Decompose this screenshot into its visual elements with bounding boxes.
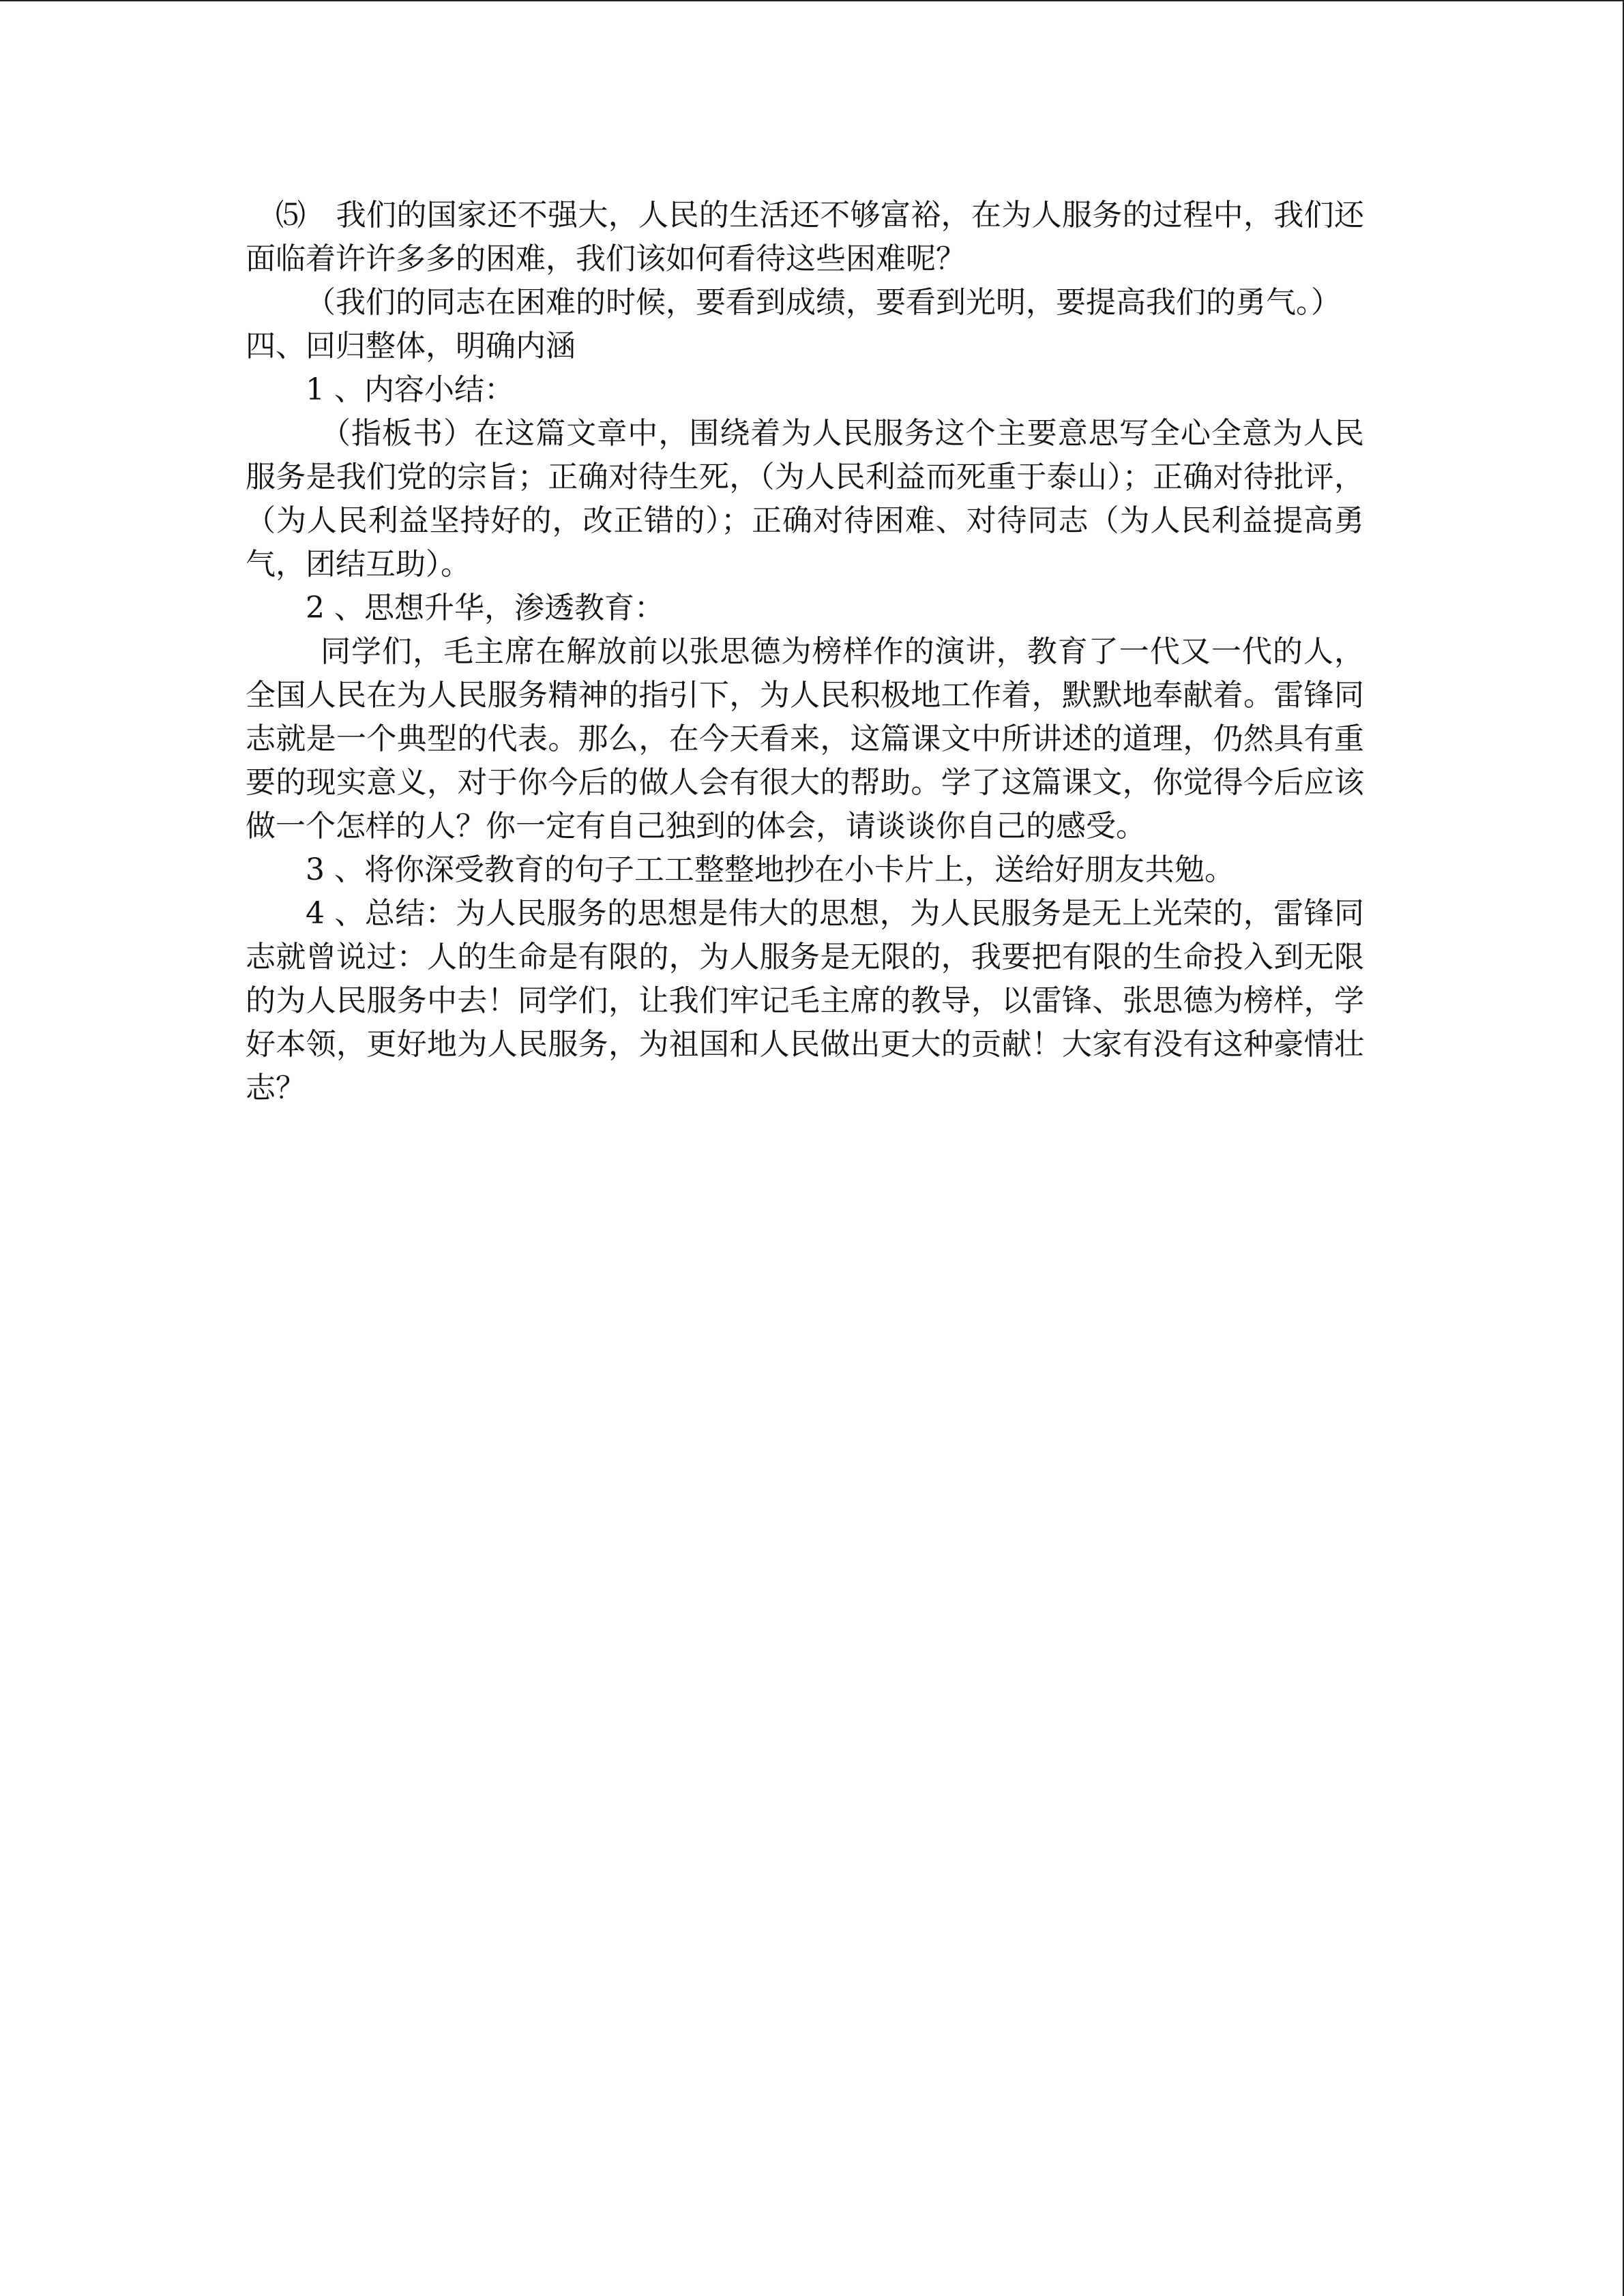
item-2-heading: 2 、思想升华，渗透教育： [306,591,664,625]
item-2-body: 同学们，毛主席在解放前以张思德为榜样作的演讲，教育了一代又一代的人，全国人民在为人民服务精神的指引下，为人民积极地工作着，默默地奉献着。雷锋同志就是一个典型的代表。那么，在今天看来，这篇课文中所讲述的道理，仍然具有重要的现实意义，对于你今后的做人会有很大的帮助。学了这篇课文，你觉得今后应该做一个怎样的人？你一定有自己独到的体会，请谈谈你自己的感受。 [246,634,1364,844]
question-5-paragraph: ⑸ 我们的国家还不强大，人民的生活还不够富裕，在为人服务的过程中，我们还面临着许许多多的困难，我们该如何看待这些困难呢？ [246,198,1364,276]
document-content [246,194,1364,1110]
item-1-body: （指板书）在这篇文章中，围绕着为人民服务这个主要意思写全心全意为人民服务是我们党的宗旨；正确对待生死，（为人民利益而死重于泰山）；正确对待批评，（为人民利益坚持好的，改正错的）；正确对待困难、对待同志（为人民利益提高勇气，团结互助）。 [246,416,1364,582]
section-4-heading: 四、回归整体，明确内涵 [246,329,576,363]
item-3-paragraph: 3 、将你深受教育的句子工工整整地抄在小卡片上，送给好朋友共勉。 [306,852,1235,887]
item-4-paragraph: 4 、总结：为人民服务的思想是伟大的思想，为人民服务是无上光荣的，雷锋同志就曾说过：人的生命是有限的，为人服务是无限的，我要把有限的生命投入到无限的为人民服务中去！同学们，让我们牢记毛主席的教导，以雷锋、张思德为榜样，学好本领，更好地为人民服务，为祖国和人民做出更大的贡献！大家有没有这种豪情壮志？ [246,896,1364,1105]
question-5-answer: （我们的同志在困难的时候，要看到成绩，要看到光明，要提高我们的勇气。） [306,285,1341,320]
item-1-heading: 1 、内容小结： [306,372,514,407]
